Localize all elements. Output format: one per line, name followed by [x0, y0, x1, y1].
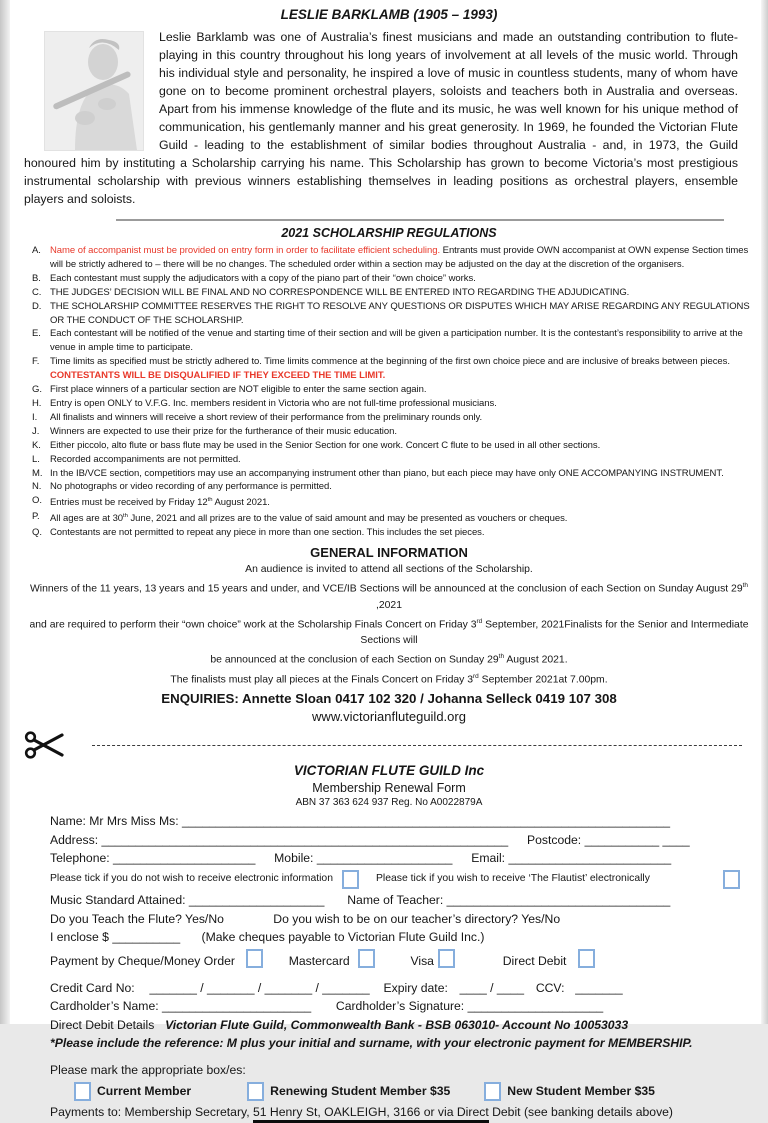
website-url: www.victorianfluteguild.org: [312, 709, 466, 725]
regulation-letter: M.: [32, 467, 43, 479]
portrait-placeholder-image: [45, 32, 143, 150]
name-row: [50, 814, 754, 828]
regulation-letter: C.: [32, 286, 42, 298]
payments-tail-text: Debit (see banking details above): [488, 1105, 673, 1120]
regulation-item: [32, 453, 754, 467]
bank-account-details: Victorian Flute Guild, Commonwealth Bank - BSB 063010- Account No 10053033: [165, 1017, 629, 1032]
expiry-label: Expiry date:: [383, 980, 448, 995]
enquiries-line: ENQUIRIES: Annette Sloan 0417 102 320 / Johanna Selleck 0419 107 308: [161, 691, 617, 707]
regulation-item: [32, 425, 754, 439]
regulation-letter: H.: [32, 397, 42, 409]
regulation-item: [32, 327, 754, 355]
payment-reference-note: *Please include the reference: M plus your initial and surname, with your electronic payment for MEMBERSHIP.: [50, 1036, 693, 1051]
regulation-item: [32, 244, 754, 272]
teach-flute-question: Do you Teach the Flute? Yes/No: [50, 911, 224, 926]
visa-checkbox[interactable]: [438, 949, 455, 968]
expiry-blank-fields: ____ / ____: [459, 980, 525, 995]
electronic-preferences-row: [50, 870, 740, 889]
regulation-letter: P.: [32, 511, 40, 523]
regulation-item: [32, 300, 754, 328]
info-line: The finalists must play all pieces at the Finals Concert on Friday 3rd September 2021at 7.00pm.: [170, 672, 608, 686]
regulation-item: [32, 480, 754, 494]
payment-method-label: Payment by Cheque/Money Order: [50, 953, 235, 968]
regulations-heading: 2021 SCHOLARSHIP REGULATIONS: [281, 226, 497, 240]
teacher-name-label: Name of Teacher:: [347, 893, 444, 908]
direct-debit-details-label: Direct Debit Details: [50, 1017, 155, 1032]
direct-debit-checkbox[interactable]: [578, 949, 595, 968]
ccv-blank-field: _______: [575, 980, 623, 995]
regulation-letter: O.: [32, 495, 42, 507]
new-student-member-checkbox[interactable]: [484, 1082, 501, 1101]
scissors-icon: [24, 730, 66, 760]
current-member-label: Current Member: [97, 1084, 192, 1099]
regulation-letter: Q.: [32, 527, 42, 539]
info-line: and are required to perform their “own choice” work at the Scholarship Finals Concert on Friday 3rd September, 2021Finalists for the Senior and Intermediate Sections will: [29, 617, 749, 647]
email-blank-field: ________________________: [508, 851, 672, 866]
teacher-directory-question: Do you wish to be on our teacher’s directory? Yes/No: [273, 911, 561, 926]
payments-to-text: Payments to: Membership Secretary,: [50, 1105, 253, 1120]
credit-card-row: [50, 981, 754, 995]
cardholder-name-label: Cardholder’s Name:: [50, 999, 159, 1014]
regulation-letter: D.: [32, 300, 42, 312]
postcode-blank-field: ___________ ____: [584, 832, 690, 847]
cheque-payable-note: (Make cheques payable to Victorian Flute Guild Inc.): [201, 930, 485, 945]
regulation-text: Time limits as specified must be strictly adhered to. Time limits commence at the beginning of the first own choice piece and are inclusive of breaks between pieces. CONTESTANTS WILL BE DISQUALIFIED IF THEY EXCEED THE TIME LIMIT.: [50, 356, 730, 382]
mobile-label: Mobile:: [274, 851, 314, 866]
organisation-name: VICTORIAN FLUTE GUILD Inc: [293, 763, 485, 779]
regulation-letter: L.: [32, 453, 40, 465]
cheque-money-order-checkbox[interactable]: [246, 949, 263, 968]
credit-card-label: Credit Card No:: [50, 980, 135, 995]
barklamb-photo: [44, 31, 144, 151]
regulation-text: Entry is open ONLY to V.F.G. Inc. members resident in Victoria who are not full-time professional musicians.: [50, 397, 497, 409]
regulation-text: No photographs or video recording of any performance is permitted.: [50, 481, 332, 493]
visa-label: Visa: [410, 953, 434, 968]
mark-boxes-instruction: Please mark the appropriate box/es:: [50, 1063, 246, 1078]
regulation-text: Each contestant must supply the adjudicators with a copy of the piano part of their “own choice” works.: [50, 272, 476, 284]
regulation-text: Winners are expected to use their prize for the furtherance of their music education.: [50, 425, 397, 437]
regulation-letter: K.: [32, 439, 41, 451]
direct-debit-details-row: [50, 1018, 754, 1032]
tick-flautist-label: Please tick if you wish to receive ‘The Flautist’ electronically: [376, 873, 650, 885]
membership-type-row: [74, 1082, 754, 1101]
regulation-letter: G.: [32, 384, 42, 396]
regulation-text: THE JUDGES’ DECISION WILL BE FINAL AND NO CORRESPONDENCE WILL BE ENTERED INTO REGARDING THE ADJUDICATING.: [50, 286, 630, 298]
name-blank-field: ________________________________________________________________________: [182, 814, 671, 829]
address-blank-field: ____________________________________________________________: [101, 832, 509, 847]
ccv-label: CCV:: [535, 980, 565, 995]
music-standard-row: [50, 893, 754, 907]
direct-debit-label: Direct Debit: [502, 953, 567, 968]
general-information-heading: GENERAL INFORMATION: [310, 545, 468, 561]
cardholder-signature-label: Cardholder’s Signature:: [335, 999, 465, 1014]
enclose-amount-row: [50, 930, 754, 944]
telephone-row: [50, 851, 754, 865]
regulation-item: [32, 510, 754, 526]
regulation-item: [32, 355, 754, 383]
regulation-text: Recorded accompaniments are not permitted.: [50, 453, 241, 465]
email-label: Email:: [471, 851, 506, 866]
regulation-letter: F.: [32, 356, 40, 368]
music-standard-label: Music Standard Attained:: [50, 893, 186, 908]
info-line: be announced at the conclusion of each Section on Sunday 29th August 2021.: [210, 653, 568, 666]
section-divider: [116, 219, 724, 221]
credit-card-blank-fields: _______ / _______ / _______ / _______: [149, 980, 370, 995]
regulation-letter: E.: [32, 328, 41, 340]
regulation-item: [32, 286, 754, 300]
name-label: Name: Mr Mrs Miss Ms:: [50, 814, 179, 829]
regulations-list: [32, 244, 754, 540]
teacher-name-blank-field: _________________________________: [446, 893, 671, 908]
regulation-letter: I.: [32, 411, 38, 423]
mastercard-checkbox[interactable]: [358, 949, 375, 968]
cardholder-signature-blank-field: ____________________: [467, 999, 604, 1014]
current-member-checkbox[interactable]: [74, 1082, 91, 1101]
regulation-text: THE SCHOLARSHIP COMMITTEE RESERVES THE RIGHT TO RESOLVE ANY QUESTIONS OR DISPUTES WHICH MAY ARISE REGARDING ANY REGULATIONS OR THE CONDUCT OF THE SCHOLARSHIP.: [50, 300, 750, 326]
regulation-letter: A.: [32, 245, 41, 256]
info-line: An audience is invited to attend all sections of the Scholarship.: [245, 564, 533, 576]
regulation-text: Either piccolo, alto flute or bass flute may be used in the Senior Section for one work. Concert C flute to be used in all other sections.: [50, 439, 601, 451]
bio-text: Leslie Barklamb was one of Australia’s finest musicians and made an outstanding contribution to flute-playing in this country throughout his long years of involvement at all levels of the music world. Through his individual style and personality, he inspired a love of music in countless students, many of whom have gone on to become prominent orchestral players, soloists and teachers both in Australia and overseas. Apart from his immense knowledge of the flute and its music, he was well known for his unique method of communication, his gentlemanly manner and his great generosity. In 1969, he founded the Victorian Flute Guild - leading to the establishment of similar bodies throughout Australia - and, in 1973, the Guild honoured him by instituting a Scholarship carrying his name. This Scholarship has grown to become Victoria’s most prestigious instrumental scholarship with previous winners establishing themselves in leading positions as orchestral players, ensemble players and soloists.: [24, 30, 738, 206]
regulation-item: [32, 467, 754, 481]
regulation-item: [32, 397, 754, 411]
renewing-student-member-checkbox[interactable]: [247, 1082, 264, 1101]
regulation-item: [32, 383, 754, 397]
regulation-text: All finalists and winners will receive a short review of their performance from the preliminary rounds only.: [50, 411, 483, 423]
abn-registration-line: ABN 37 363 624 937 Reg. No A0022879A: [295, 797, 483, 809]
cut-here-line: [24, 730, 742, 760]
telephone-blank-field: _____________________: [113, 851, 256, 866]
info-line: Winners of the 11 years, 13 years and 15 years and under, and VCE/IB Sections will be announced at the conclusion of each Section on Sunday August 29th ,2021: [30, 582, 748, 611]
dashed-cut-line: [92, 745, 742, 746]
page-title: LESLIE BARKLAMB (1905 – 1993): [280, 7, 498, 22]
payment-method-row: [50, 949, 754, 968]
regulation-text: Entries must be received by Friday 12th August 2021.: [50, 497, 270, 509]
regulation-item: [32, 526, 754, 540]
regulation-item: [32, 439, 754, 453]
regulation-item: [32, 411, 754, 425]
mastercard-label: Mastercard: [288, 953, 350, 968]
payments-address-row: [50, 1105, 754, 1119]
regulation-text: All ages are at 30th June, 2021 and all prizes are to the value of said amount and may be presented as vouchers or cheques.: [50, 513, 568, 525]
payments-address-underlined: 51 Henry St, OAKLEIGH, 3166 or via Direct: [253, 1105, 489, 1123]
regulation-letter: J.: [32, 425, 40, 437]
telephone-label: Telephone:: [50, 851, 110, 866]
cardholder-name-blank-field: ______________________: [162, 999, 312, 1014]
regulation-text: In the IB/VCE section, competitiors may use an accompanying instrument other than piano, but each piece may have only ONE ACCOMPANYING INSTRUMENT.: [50, 467, 724, 479]
music-standard-blank-field: ____________________: [188, 893, 325, 908]
postcode-label: Postcode:: [526, 832, 582, 847]
teach-flute-row: [50, 912, 754, 926]
bio-section: [24, 28, 738, 208]
tick-no-electronic-label: Please tick if you do not wish to receive electronic information: [50, 873, 333, 885]
renewing-student-member-label: Renewing Student Member $35: [270, 1084, 451, 1099]
cardholder-row: [50, 999, 754, 1013]
regulation-text: Contestants are not permitted to repeat any piece in more than one section. This includes the set pieces.: [50, 527, 485, 539]
regulation-text: First place winners of a particular section are NOT eligible to enter the same section again.: [50, 384, 427, 396]
regulation-text: Name of accompanist must be provided on entry form in order to facilitate efficient scheduling. Entrants must provide OWN accompanist at OWN expense Section times will be strictly adhered to – there will be no changes. The scheduled order within a section may be adjusted on the day at the discretion of the organisers.: [50, 245, 749, 270]
mobile-blank-field: ____________________: [316, 851, 453, 866]
regulation-item: [32, 494, 754, 510]
regulation-letter: N.: [32, 481, 42, 493]
new-student-member-label: New Student Member $35: [507, 1084, 655, 1099]
form-title: Membership Renewal Form: [312, 781, 466, 796]
membership-form: [50, 814, 754, 1119]
enclose-blank-field: __________: [112, 930, 181, 945]
no-electronic-info-checkbox[interactable]: [342, 870, 359, 889]
address-label: Address:: [50, 832, 99, 847]
regulation-text: Each contestant will be notified of the venue and starting time of their section and will be given a participation number. It is the contestant’s responsibility to arrive at the venue in ample time to participate.: [50, 328, 743, 354]
enclose-label: I enclose $: [50, 930, 109, 945]
regulation-item: [32, 272, 754, 286]
flautist-electronic-checkbox[interactable]: [723, 870, 740, 889]
address-row: [50, 833, 754, 847]
regulation-letter: B.: [32, 272, 41, 284]
